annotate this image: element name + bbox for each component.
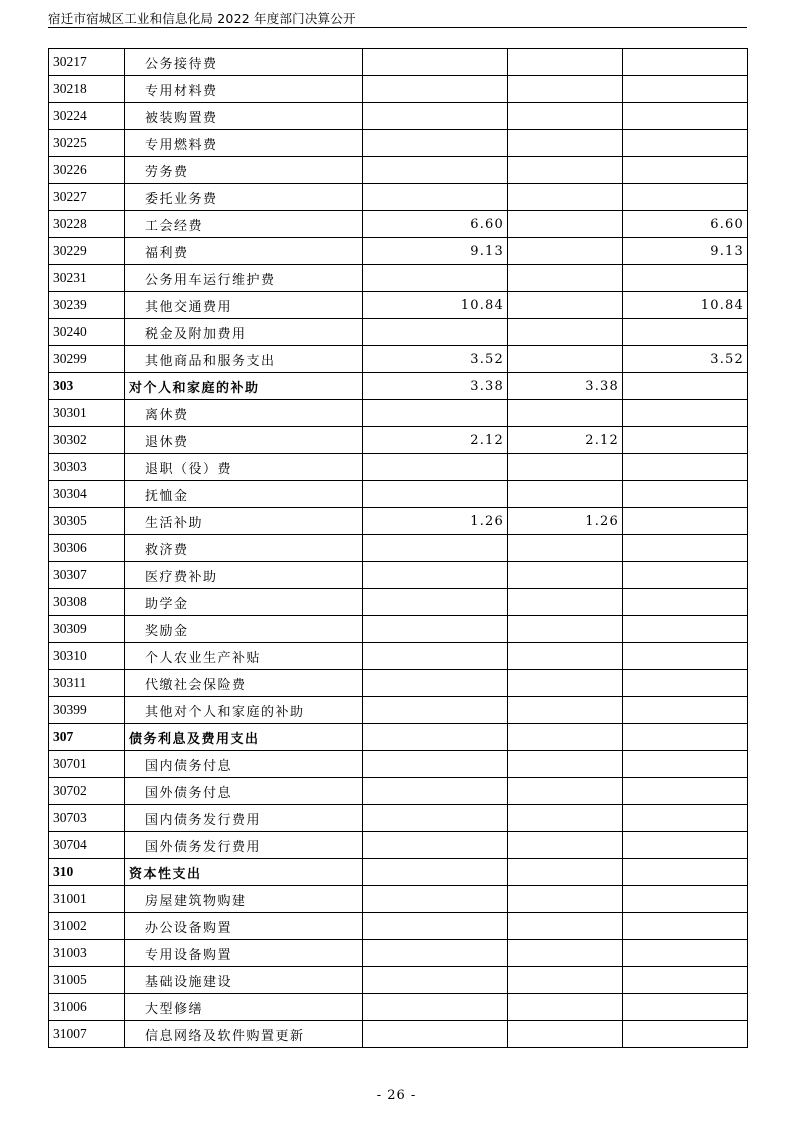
- row-item-name: 专用设备购置: [125, 940, 363, 967]
- table-row: [49, 103, 748, 130]
- row-code: 31003: [49, 940, 125, 967]
- row-total-amount: [363, 130, 508, 157]
- row-total-amount: [363, 697, 508, 724]
- row-public-amount: [623, 940, 748, 967]
- row-personnel-amount: [508, 697, 623, 724]
- row-code: 30218: [49, 76, 125, 103]
- row-code: 30231: [49, 265, 125, 292]
- row-item-name: 公务接待费: [125, 49, 363, 76]
- table-row: [49, 346, 748, 373]
- table-row: [49, 832, 748, 859]
- row-public-amount: 6.60: [623, 211, 748, 238]
- document-header-title: 宿迁市宿城区工业和信息化局 2022 年度部门决算公开: [48, 11, 356, 26]
- row-public-amount: [623, 508, 748, 535]
- row-public-amount: [623, 49, 748, 76]
- row-code: 30306: [49, 535, 125, 562]
- row-code: 30704: [49, 832, 125, 859]
- row-item-name: 退职（役）费: [125, 454, 363, 481]
- row-public-amount: [623, 859, 748, 886]
- row-personnel-amount: [508, 805, 623, 832]
- row-code: 30224: [49, 103, 125, 130]
- row-code: 31002: [49, 913, 125, 940]
- row-public-amount: 9.13: [623, 238, 748, 265]
- row-total-amount: [363, 481, 508, 508]
- row-code: 30299: [49, 346, 125, 373]
- table-row: [49, 454, 748, 481]
- row-public-amount: [623, 967, 748, 994]
- row-item-name: 生活补助: [125, 508, 363, 535]
- row-code: 30399: [49, 697, 125, 724]
- row-code: 30304: [49, 481, 125, 508]
- row-personnel-amount: [508, 292, 623, 319]
- row-code: 303: [49, 373, 125, 400]
- row-code: 310: [49, 859, 125, 886]
- row-total-amount: 9.13: [363, 238, 508, 265]
- row-item-name: 资本性支出: [125, 859, 363, 886]
- row-total-amount: [363, 751, 508, 778]
- row-personnel-amount: [508, 994, 623, 1021]
- row-public-amount: [623, 157, 748, 184]
- table-row: [49, 670, 748, 697]
- table-row: [49, 805, 748, 832]
- row-total-amount: [363, 778, 508, 805]
- row-personnel-amount: [508, 670, 623, 697]
- row-personnel-amount: 2.12: [508, 427, 623, 454]
- row-public-amount: 3.52: [623, 346, 748, 373]
- row-item-name: 个人农业生产补贴: [125, 643, 363, 670]
- row-code: 30301: [49, 400, 125, 427]
- row-code: 30228: [49, 211, 125, 238]
- row-personnel-amount: [508, 454, 623, 481]
- table-row: [49, 427, 748, 454]
- row-personnel-amount: [508, 211, 623, 238]
- row-item-name: 抚恤金: [125, 481, 363, 508]
- row-personnel-amount: [508, 616, 623, 643]
- row-total-amount: [363, 535, 508, 562]
- row-total-amount: [363, 157, 508, 184]
- row-personnel-amount: [508, 265, 623, 292]
- row-item-name: 专用材料费: [125, 76, 363, 103]
- row-public-amount: [623, 1021, 748, 1048]
- table-row: [49, 211, 748, 238]
- row-public-amount: [623, 535, 748, 562]
- row-personnel-amount: [508, 724, 623, 751]
- row-personnel-amount: [508, 589, 623, 616]
- row-public-amount: [623, 589, 748, 616]
- row-personnel-amount: [508, 859, 623, 886]
- row-total-amount: 3.52: [363, 346, 508, 373]
- row-code: 31005: [49, 967, 125, 994]
- row-personnel-amount: [508, 643, 623, 670]
- header-rule: [48, 27, 747, 28]
- expenditure-table: [48, 48, 748, 1048]
- table-row: [49, 940, 748, 967]
- row-public-amount: [623, 751, 748, 778]
- table-group-row: [49, 724, 748, 751]
- row-total-amount: [363, 49, 508, 76]
- row-code: 30240: [49, 319, 125, 346]
- row-total-amount: 2.12: [363, 427, 508, 454]
- row-public-amount: [623, 265, 748, 292]
- row-total-amount: 10.84: [363, 292, 508, 319]
- row-code: 30239: [49, 292, 125, 319]
- row-item-name: 税金及附加费用: [125, 319, 363, 346]
- table-row: [49, 751, 748, 778]
- row-personnel-amount: [508, 1021, 623, 1048]
- row-total-amount: [363, 319, 508, 346]
- row-code: 30229: [49, 238, 125, 265]
- row-total-amount: 1.26: [363, 508, 508, 535]
- row-code: 30309: [49, 616, 125, 643]
- row-public-amount: [623, 913, 748, 940]
- row-total-amount: [363, 859, 508, 886]
- row-personnel-amount: [508, 157, 623, 184]
- row-public-amount: 10.84: [623, 292, 748, 319]
- table-row: [49, 400, 748, 427]
- row-public-amount: [623, 454, 748, 481]
- row-public-amount: [623, 400, 748, 427]
- row-code: 30701: [49, 751, 125, 778]
- row-item-name: 工会经费: [125, 211, 363, 238]
- row-item-name: 其他商品和服务支出: [125, 346, 363, 373]
- row-item-name: 救济费: [125, 535, 363, 562]
- row-code: 30311: [49, 670, 125, 697]
- row-code: 30308: [49, 589, 125, 616]
- row-public-amount: [623, 643, 748, 670]
- table-row: [49, 643, 748, 670]
- row-total-amount: [363, 994, 508, 1021]
- row-personnel-amount: [508, 535, 623, 562]
- row-item-name: 对个人和家庭的补助: [125, 373, 363, 400]
- row-code: 307: [49, 724, 125, 751]
- row-public-amount: [623, 184, 748, 211]
- row-personnel-amount: [508, 238, 623, 265]
- row-item-name: 债务利息及费用支出: [125, 724, 363, 751]
- row-total-amount: [363, 265, 508, 292]
- row-personnel-amount: [508, 886, 623, 913]
- row-item-name: 被装购置费: [125, 103, 363, 130]
- row-total-amount: [363, 805, 508, 832]
- row-item-name: 委托业务费: [125, 184, 363, 211]
- row-public-amount: [623, 76, 748, 103]
- row-total-amount: [363, 913, 508, 940]
- row-public-amount: [623, 778, 748, 805]
- row-public-amount: [623, 373, 748, 400]
- row-total-amount: [363, 400, 508, 427]
- table-row: [49, 994, 748, 1021]
- row-total-amount: [363, 103, 508, 130]
- row-total-amount: [363, 886, 508, 913]
- table-row: [49, 481, 748, 508]
- row-item-name: 基础设施建设: [125, 967, 363, 994]
- row-personnel-amount: [508, 103, 623, 130]
- table-row: [49, 886, 748, 913]
- row-public-amount: [623, 616, 748, 643]
- row-personnel-amount: [508, 400, 623, 427]
- table-row: [49, 319, 748, 346]
- table-row: [49, 508, 748, 535]
- table-row: [49, 913, 748, 940]
- table-row: [49, 238, 748, 265]
- row-code: 30226: [49, 157, 125, 184]
- row-personnel-amount: [508, 751, 623, 778]
- page-number: - 26 -: [376, 1088, 417, 1103]
- row-total-amount: [363, 589, 508, 616]
- row-total-amount: [363, 76, 508, 103]
- row-public-amount: [623, 319, 748, 346]
- row-public-amount: [623, 994, 748, 1021]
- row-item-name: 公务用车运行维护费: [125, 265, 363, 292]
- row-item-name: 国内债务付息: [125, 751, 363, 778]
- row-item-name: 离休费: [125, 400, 363, 427]
- row-item-name: 办公设备购置: [125, 913, 363, 940]
- row-code: 31006: [49, 994, 125, 1021]
- row-public-amount: [623, 697, 748, 724]
- row-total-amount: 3.38: [363, 373, 508, 400]
- row-public-amount: [623, 805, 748, 832]
- row-total-amount: [363, 967, 508, 994]
- table-row: [49, 589, 748, 616]
- row-public-amount: [623, 670, 748, 697]
- row-total-amount: [363, 940, 508, 967]
- table-row: [49, 292, 748, 319]
- row-item-name: 福利费: [125, 238, 363, 265]
- row-personnel-amount: [508, 940, 623, 967]
- row-item-name: 退休费: [125, 427, 363, 454]
- row-item-name: 奖励金: [125, 616, 363, 643]
- row-personnel-amount: [508, 49, 623, 76]
- row-personnel-amount: 1.26: [508, 508, 623, 535]
- table-row: [49, 562, 748, 589]
- row-code: 30302: [49, 427, 125, 454]
- row-total-amount: [363, 670, 508, 697]
- table-row: [49, 184, 748, 211]
- row-item-name: 大型修缮: [125, 994, 363, 1021]
- table-row: [49, 1021, 748, 1048]
- row-item-name: 房屋建筑物购建: [125, 886, 363, 913]
- row-public-amount: [623, 130, 748, 157]
- row-total-amount: [363, 724, 508, 751]
- row-personnel-amount: [508, 562, 623, 589]
- row-item-name: 其他对个人和家庭的补助: [125, 697, 363, 724]
- row-personnel-amount: [508, 832, 623, 859]
- table-row: [49, 76, 748, 103]
- row-total-amount: [363, 1021, 508, 1048]
- row-public-amount: [623, 886, 748, 913]
- row-public-amount: [623, 481, 748, 508]
- row-item-name: 医疗费补助: [125, 562, 363, 589]
- row-public-amount: [623, 427, 748, 454]
- row-code: 31007: [49, 1021, 125, 1048]
- row-code: 31001: [49, 886, 125, 913]
- row-total-amount: [363, 562, 508, 589]
- row-total-amount: [363, 643, 508, 670]
- table-row: [49, 157, 748, 184]
- row-item-name: 专用燃料费: [125, 130, 363, 157]
- row-public-amount: [623, 724, 748, 751]
- row-code: 30702: [49, 778, 125, 805]
- table-row: [49, 616, 748, 643]
- row-public-amount: [623, 562, 748, 589]
- row-personnel-amount: [508, 778, 623, 805]
- row-item-name: 代缴社会保险费: [125, 670, 363, 697]
- row-total-amount: [363, 454, 508, 481]
- row-code: 30217: [49, 49, 125, 76]
- row-total-amount: [363, 832, 508, 859]
- table-row: [49, 265, 748, 292]
- row-item-name: 助学金: [125, 589, 363, 616]
- row-code: 30227: [49, 184, 125, 211]
- row-item-name: 信息网络及软件购置更新: [125, 1021, 363, 1048]
- row-public-amount: [623, 103, 748, 130]
- row-personnel-amount: [508, 967, 623, 994]
- row-code: 30307: [49, 562, 125, 589]
- row-personnel-amount: [508, 913, 623, 940]
- row-personnel-amount: [508, 184, 623, 211]
- row-code: 30310: [49, 643, 125, 670]
- table-group-row: [49, 859, 748, 886]
- table-group-row: [49, 373, 748, 400]
- row-code: 30225: [49, 130, 125, 157]
- row-personnel-amount: [508, 346, 623, 373]
- row-public-amount: [623, 832, 748, 859]
- table-row: [49, 49, 748, 76]
- table-row: [49, 130, 748, 157]
- row-code: 30303: [49, 454, 125, 481]
- table-row: [49, 778, 748, 805]
- row-personnel-amount: [508, 319, 623, 346]
- row-item-name: 劳务费: [125, 157, 363, 184]
- table-row: [49, 697, 748, 724]
- row-code: 30703: [49, 805, 125, 832]
- row-personnel-amount: [508, 481, 623, 508]
- row-item-name: 国外债务发行费用: [125, 832, 363, 859]
- row-total-amount: 6.60: [363, 211, 508, 238]
- row-personnel-amount: 3.38: [508, 373, 623, 400]
- table-row: [49, 967, 748, 994]
- row-total-amount: [363, 184, 508, 211]
- row-personnel-amount: [508, 130, 623, 157]
- row-item-name: 其他交通费用: [125, 292, 363, 319]
- row-item-name: 国外债务付息: [125, 778, 363, 805]
- row-item-name: 国内债务发行费用: [125, 805, 363, 832]
- row-code: 30305: [49, 508, 125, 535]
- row-personnel-amount: [508, 76, 623, 103]
- row-total-amount: [363, 616, 508, 643]
- table-row: [49, 535, 748, 562]
